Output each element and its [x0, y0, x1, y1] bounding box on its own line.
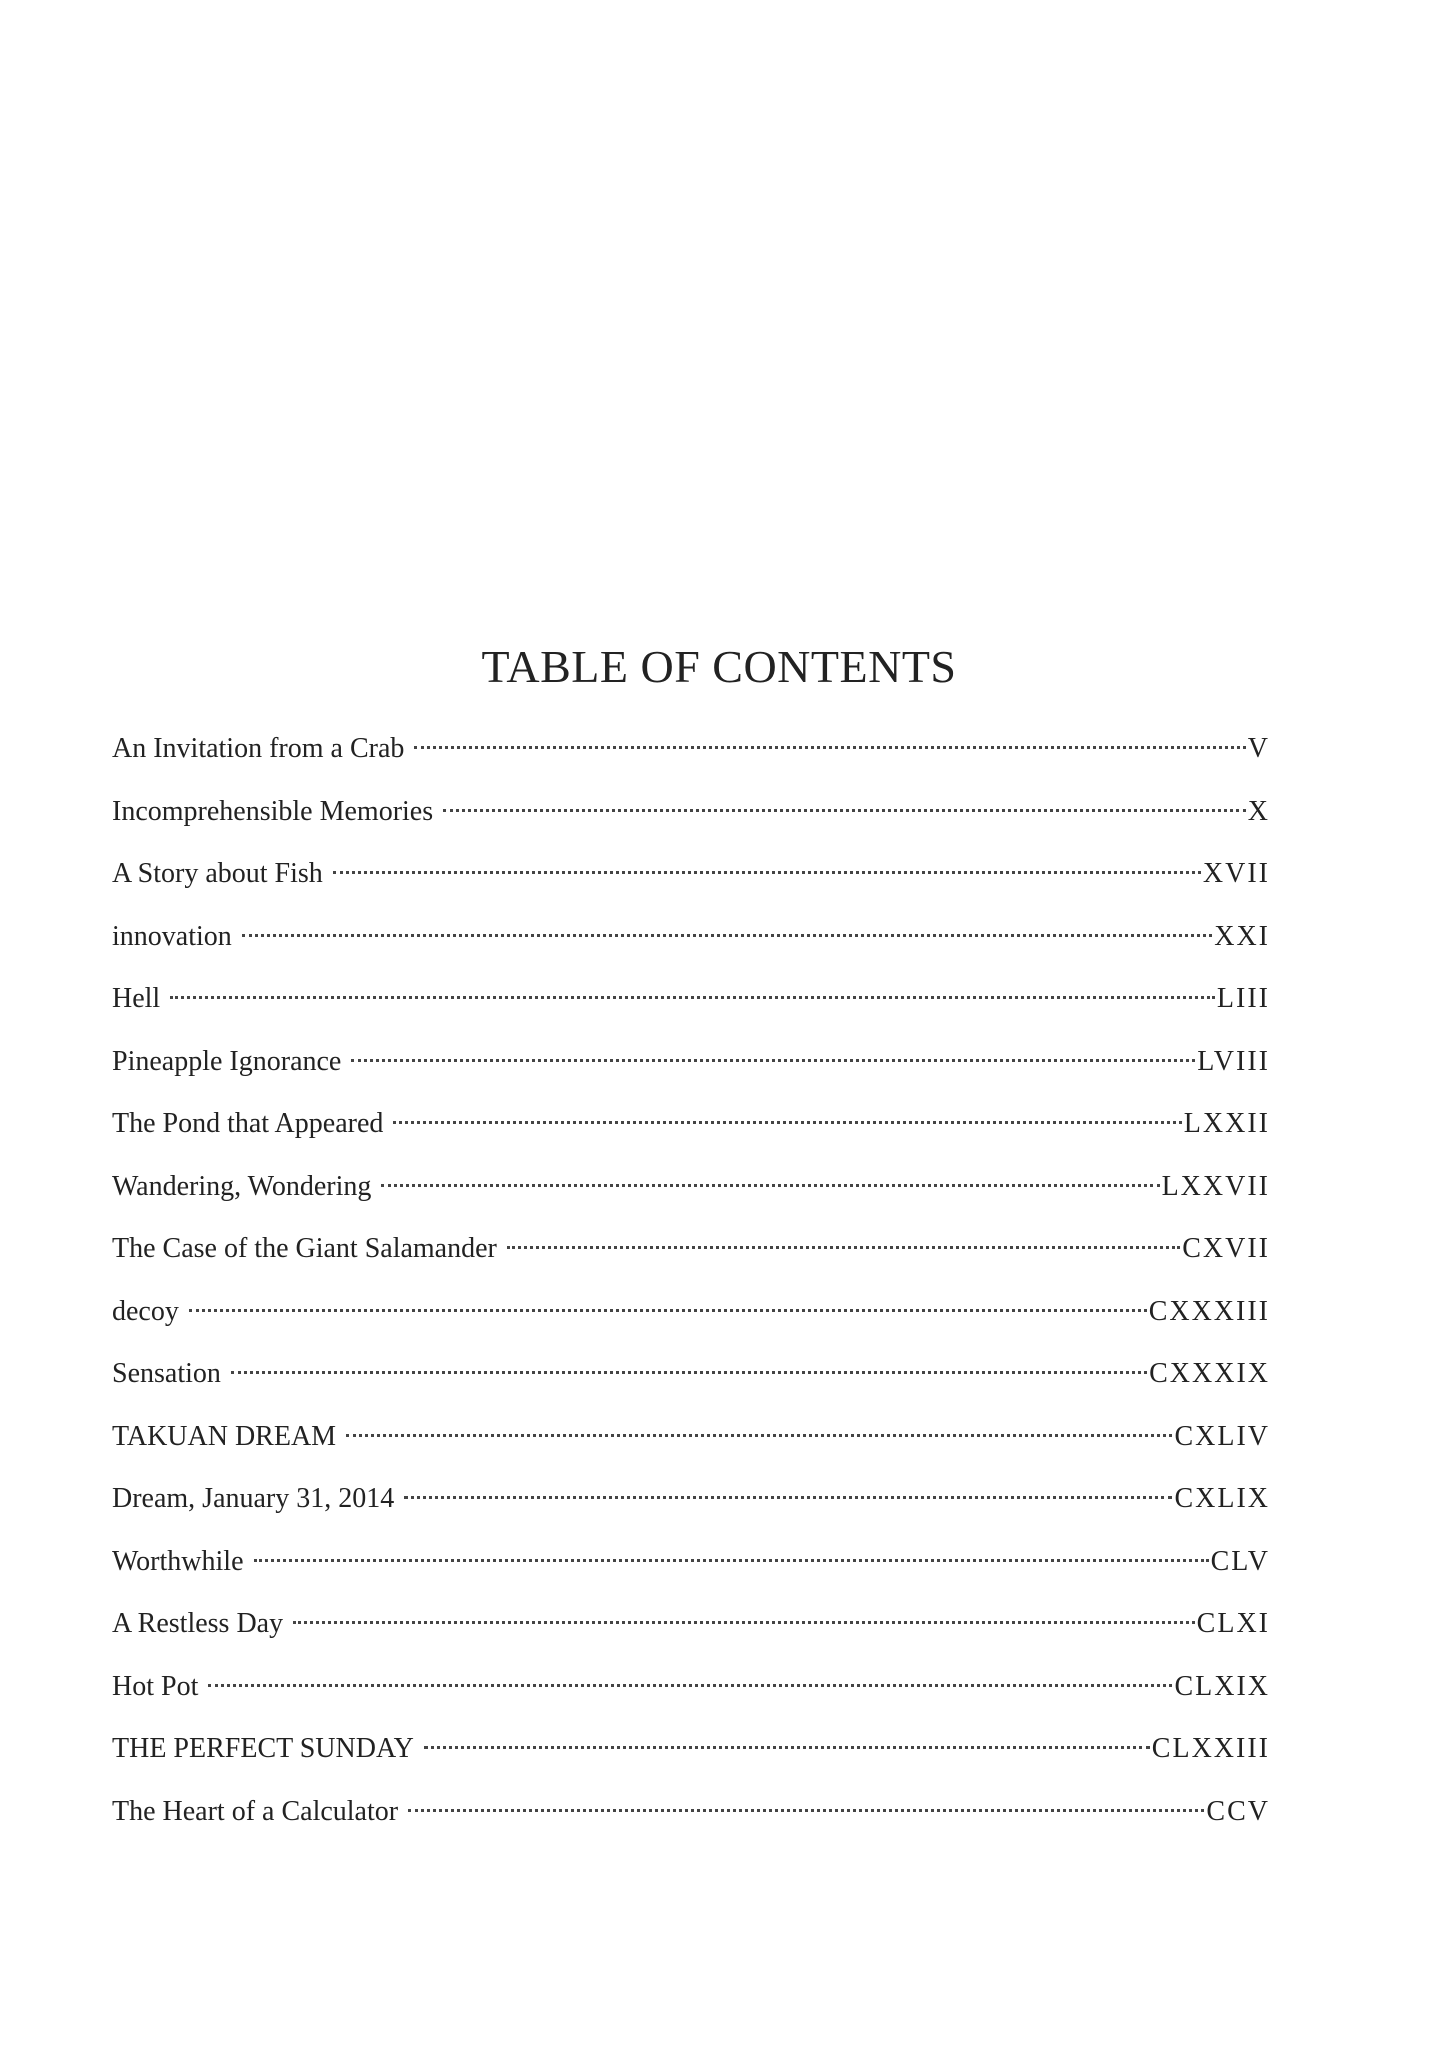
- toc-entry: [112, 968, 1270, 1031]
- entry-page: XXI: [1214, 920, 1270, 952]
- entry-title: The Case of the Giant Salamander: [112, 1233, 497, 1264]
- entry-page: LIII: [1216, 983, 1270, 1014]
- entry-title: Sensation: [112, 1358, 221, 1389]
- entry-page: CXLIV: [1174, 1420, 1270, 1452]
- dot-leader: [414, 746, 1245, 749]
- entry-title: Incomprehensible Memories: [112, 795, 434, 827]
- toc-entry: [112, 1156, 1270, 1219]
- entry-title: Hot Pot: [112, 1670, 199, 1702]
- table-of-contents: [112, 718, 1270, 1843]
- toc-entry: [112, 1468, 1270, 1531]
- dot-leader: [346, 1434, 1172, 1437]
- entry-page: V: [1247, 733, 1270, 764]
- entry-title: A Story about Fish: [112, 858, 323, 889]
- entry-title: THE PERFECT SUNDAY: [112, 1733, 414, 1764]
- dot-leader: [189, 1309, 1147, 1312]
- entry-page: CXXXIX: [1149, 1358, 1270, 1389]
- entry-page: CLXIX: [1174, 1670, 1270, 1702]
- entry-title: An Invitation from a Crab: [112, 733, 405, 764]
- toc-entry: [112, 1531, 1270, 1594]
- entry-page: CLXI: [1196, 1608, 1270, 1639]
- dot-leader: [507, 1246, 1180, 1249]
- page-title: TABLE OF CONTENTS: [481, 641, 957, 692]
- toc-entry: [112, 718, 1270, 781]
- toc-entry: [112, 1281, 1270, 1344]
- toc-entry: [112, 1718, 1270, 1781]
- toc-entry: [112, 1218, 1270, 1281]
- entry-page: CXLIX: [1174, 1483, 1270, 1514]
- entry-page: CLV: [1210, 1545, 1270, 1577]
- entry-page: CCV: [1206, 1795, 1270, 1827]
- toc-entry: [112, 1093, 1270, 1156]
- entry-title: Pineapple Ignorance: [112, 1045, 342, 1077]
- dot-leader: [208, 1684, 1172, 1687]
- dot-leader: [404, 1496, 1172, 1499]
- entry-title: Dream, January 31, 2014: [112, 1483, 395, 1514]
- entry-page: LXXII: [1183, 1108, 1270, 1139]
- toc-entry: [112, 906, 1270, 969]
- entry-title: Wandering, Wondering: [112, 1170, 372, 1202]
- dot-leader: [424, 1746, 1150, 1749]
- entry-title: TAKUAN DREAM: [112, 1420, 337, 1452]
- dot-leader: [231, 1371, 1147, 1374]
- toc-entry: [112, 1343, 1270, 1406]
- dot-leader: [381, 1184, 1159, 1187]
- entry-page: X: [1247, 795, 1270, 827]
- toc-entry: [112, 1656, 1270, 1719]
- toc-entry: [112, 1781, 1270, 1844]
- dot-leader: [293, 1621, 1195, 1624]
- entry-page: LVIII: [1197, 1045, 1270, 1077]
- entry-page: LXXVII: [1161, 1170, 1270, 1202]
- entry-title: decoy: [112, 1295, 179, 1327]
- entry-page: CXVII: [1182, 1233, 1270, 1264]
- entry-title: The Pond that Appeared: [112, 1108, 384, 1139]
- dot-leader: [254, 1559, 1209, 1562]
- entry-title: Worthwhile: [112, 1545, 244, 1577]
- toc-entry: [112, 781, 1270, 844]
- entry-page: CXXXIII: [1148, 1295, 1270, 1327]
- toc-entry: [112, 1031, 1270, 1094]
- entry-page: XVII: [1202, 858, 1270, 889]
- dot-leader: [351, 1059, 1195, 1062]
- dot-leader: [393, 1121, 1181, 1124]
- entry-title: The Heart of a Calculator: [112, 1795, 399, 1827]
- dot-leader: [333, 871, 1201, 874]
- entry-page: CLXXIII: [1151, 1733, 1270, 1764]
- dot-leader: [242, 934, 1212, 937]
- dot-leader: [443, 809, 1246, 812]
- entry-title: A Restless Day: [112, 1608, 284, 1639]
- entry-title: Hell: [112, 983, 161, 1014]
- toc-entry: [112, 843, 1270, 906]
- toc-entry: [112, 1406, 1270, 1469]
- entry-title: innovation: [112, 920, 232, 952]
- toc-entry: [112, 1593, 1270, 1656]
- dot-leader: [170, 996, 1215, 999]
- dot-leader: [408, 1809, 1204, 1812]
